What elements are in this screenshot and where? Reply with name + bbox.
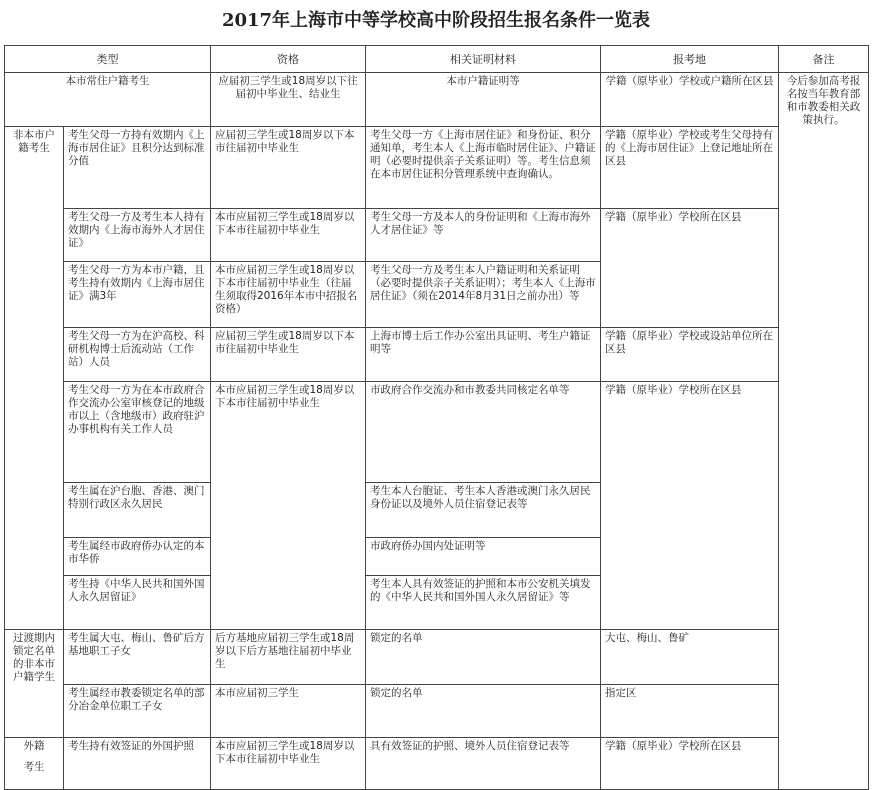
row-venue: 学籍（原毕业）学校所在区县 xyxy=(601,382,779,630)
row-venue: 学籍（原毕业）学校或设站单位所在区县 xyxy=(601,328,779,382)
table-row xyxy=(5,738,869,790)
row-venue: 学籍（原毕业）学校或考生父母持有的《上海市居住证》上登记地址所在区县 xyxy=(601,127,779,209)
header-remarks: 备注 xyxy=(779,46,869,73)
row-type: 考生持《中华人民共和国外国人永久居留证》 xyxy=(64,576,211,630)
row-venue: 学籍（原毕业）学校所在区县 xyxy=(601,738,779,790)
row-documents: 锁定的名单 xyxy=(366,630,601,685)
table-row xyxy=(5,382,869,483)
row-qualification: 应届初三学生或18周岁以下本市往届初中毕业生 xyxy=(211,127,366,209)
row-documents: 市政府侨办国内处证明等 xyxy=(366,538,601,576)
local-venue: 学籍（原毕业）学校或户籍所在区县 xyxy=(601,73,779,127)
row-documents: 考生父母一方及本人的身份证明和《上海市海外人才居住证》等 xyxy=(366,209,601,262)
row-qualification: 本市应届初三学生 xyxy=(211,685,366,738)
row-type: 考生父母一方为在沪高校、科研机构博士后流动站（工作站）人员 xyxy=(64,328,211,382)
table-row xyxy=(5,127,869,209)
row-documents: 考生本人台胞证、考生本人香港或澳门永久居民身份证以及境外人员住宿登记表等 xyxy=(366,483,601,538)
row-documents: 考生本人具有效签证的护照和本市公安机关填发的《中华人民共和国外国人永久居留证》等 xyxy=(366,576,601,630)
row-type: 考生持有效签证的外国护照 xyxy=(64,738,211,790)
remarks-cell: 今后参加高考报名按当年教育部和市教委相关政策执行。 xyxy=(779,73,869,790)
group-non-local: 非本市户籍考生 xyxy=(5,127,64,630)
table-row xyxy=(5,685,869,738)
row-type: 考生属经市教委锁定名单的部分冶金单位职工子女 xyxy=(64,685,211,738)
row-qualification: 本市应届初三学生或18周岁以下本市往届初中毕业生 xyxy=(211,382,366,630)
row-type: 考生属在沪台胞、香港、澳门特别行政区永久居民 xyxy=(64,483,211,538)
group-foreign xyxy=(5,738,64,790)
group-transition: 过渡期内锁定名单的非本市户籍学生 xyxy=(5,630,64,738)
row-documents: 具有效签证的护照、境外人员住宿登记表等 xyxy=(366,738,601,790)
row-qualification: 后方基地应届初三学生或18周岁以下后方基地往届初中毕业生 xyxy=(211,630,366,685)
row-qualification: 本市应届初三学生或18周岁以下本市往届初中毕业生 xyxy=(211,738,366,790)
table-row xyxy=(5,630,869,685)
group-foreign-line2: 考生 xyxy=(23,761,45,773)
local-documents: 本市户籍证明等 xyxy=(366,73,601,127)
enrollment-conditions-table xyxy=(4,45,869,790)
row-qualification: 本市应届初三学生或18周岁以下本市往届初中毕业生 xyxy=(211,209,366,262)
local-qualification: 应届初三学生或18周岁以下往届初中毕业生、结业生 xyxy=(211,73,366,127)
row-type: 考生属经市政府侨办认定的本市华侨 xyxy=(64,538,211,576)
row-type: 考生父母一方及考生本人持有效期内《上海市海外人才居住证》 xyxy=(64,209,211,262)
row-documents: 考生父母一方及考生本人户籍证明和关系证明（必要时提供亲子关系证明）；考生本人《上海市居住证》（须在2014年8月31日之前办出）等 xyxy=(366,262,601,328)
table-row xyxy=(5,209,869,262)
row-documents: 考生父母一方《上海市居住证》和身份证、积分通知单，考生本人《上海市临时居住证》、户籍证明（必要时提供亲子关系证明）等。考生信息须在本市居住证积分管理系统中查询确认。 xyxy=(366,127,601,209)
row-type: 考生父母一方持有效期内《上海市居住证》且积分达到标准分值 xyxy=(64,127,211,209)
row-documents: 锁定的名单 xyxy=(366,685,601,738)
local-type: 本市常住户籍考生 xyxy=(5,73,211,127)
row-qualification: 应届初三学生或18周岁以下本市往届初中毕业生 xyxy=(211,328,366,382)
table-row xyxy=(5,73,869,127)
row-venue: 指定区 xyxy=(601,685,779,738)
row-type: 考生父母一方为在本市政府合作交流办公室审核登记的地级市以上（含地级市）政府驻沪办事机构有关工作人员 xyxy=(64,382,211,483)
table-row xyxy=(5,328,869,382)
header-type: 类型 xyxy=(5,46,211,73)
row-qualification: 本市应届初三学生或18周岁以下本市往届初中毕业生（往届生须取得2016年本市中招报名资格） xyxy=(211,262,366,328)
group-foreign-line1: 外籍 xyxy=(23,740,45,752)
row-documents: 上海市博士后工作办公室出具证明、考生户籍证明等 xyxy=(366,328,601,382)
row-venue: 大屯、梅山、鲁矿 xyxy=(601,630,779,685)
row-type: 考生属大屯、梅山、鲁矿后方基地职工子女 xyxy=(64,630,211,685)
row-type: 考生父母一方为本市户籍，且考生持有效期内《上海市居住证》满3年 xyxy=(64,262,211,328)
row-venue: 学籍（原毕业）学校所在区县 xyxy=(601,209,779,328)
header-qualification: 资格 xyxy=(211,46,366,73)
header-row xyxy=(5,46,869,73)
header-venue: 报考地 xyxy=(601,46,779,73)
row-documents: 市政府合作交流办和市教委共同核定名单等 xyxy=(366,382,601,483)
header-documents: 相关证明材料 xyxy=(366,46,601,73)
page-title: 2017年上海市中等学校高中阶段招生报名条件一览表 xyxy=(221,10,651,31)
